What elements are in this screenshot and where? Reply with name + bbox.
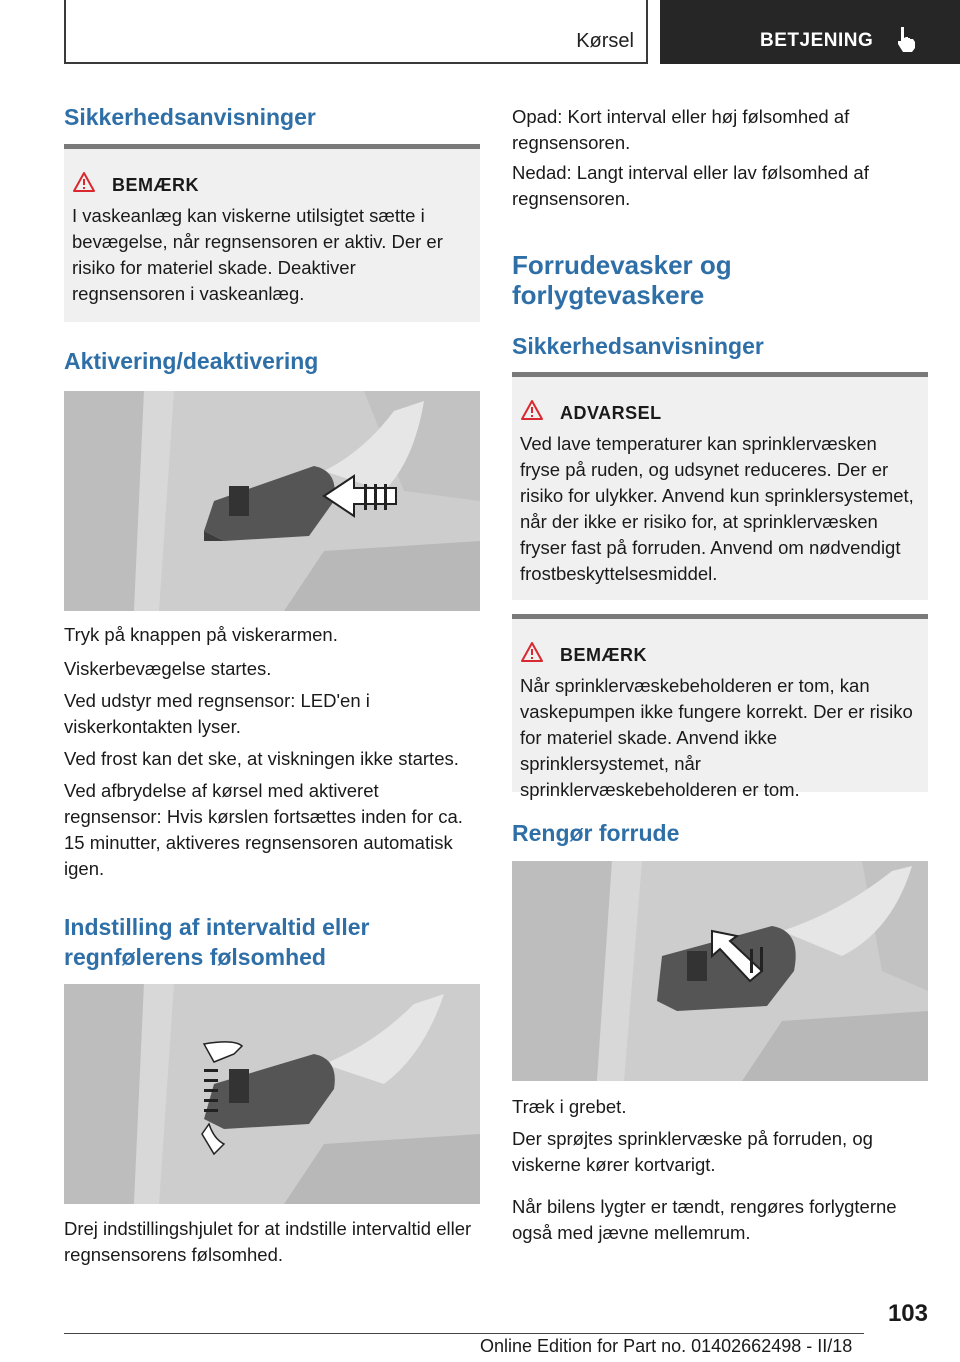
interval-heading: Indstilling af intervaltid eller regnfølerens følsomhed	[64, 914, 370, 970]
activation-paragraph-1: Tryk på knappen på viskerarmen.	[64, 624, 338, 645]
safety-heading-left: Sikkerhedsanvisninger	[64, 104, 316, 130]
wiper-button-illustration	[64, 391, 480, 611]
up-text: Opad: Kort interval eller høj følsomhed af regnsensoren.	[512, 106, 850, 153]
activation-paragraph-3: Ved udstyr med regnsensor: LED'en i viskerkontakten lyser.	[64, 690, 370, 737]
warning-triangle-icon	[72, 171, 96, 193]
note-title-2: BEMÆRK	[560, 645, 647, 665]
warning-triangle-icon	[520, 641, 544, 663]
down-text: Nedad: Langt interval eller lav følsomhed af regnsensoren.	[512, 162, 869, 209]
footer-divider	[64, 1333, 864, 1334]
interval-paragraph: Drej indstillingshjulet for at indstille intervaltid eller regnsensorens følsomhed.	[64, 1218, 472, 1265]
washer-heading: Forrudevasker og forlygtevaskere	[512, 250, 732, 310]
activation-paragraph-5: Ved afbrydelse af kørsel med aktiveret regnsensor: Hvis kørslen fortsættes inden for ca. 15 minutter, aktiveres regnsensoren automatisk igen.	[64, 780, 463, 879]
warning-triangle-icon	[520, 399, 544, 421]
warning-box	[512, 372, 928, 600]
note-body-2: Når sprinklervæskebeholderen er tom, kan vaskepumpen ikke fungere korrekt. Der er risiko for materiel skade. Anvend ikke sprinklersystemet, når sprinklervæskebeholderen er tom.	[520, 675, 913, 800]
activation-paragraph-4: Ved frost kan det ske, at viskningen ikke startes.	[64, 748, 459, 769]
clean-heading: Rengør forrude	[512, 820, 680, 846]
clean-paragraph-2: Der sprøjtes sprinklervæske på forruden, og viskerne kører kortvarigt.	[512, 1128, 873, 1175]
note-box-1	[64, 144, 480, 322]
chapter-tab	[660, 0, 960, 64]
clean-paragraph-1: Træk i grebet.	[512, 1096, 627, 1117]
washer-lever-illustration	[512, 861, 928, 1081]
chapter-tab-label: BETJENING	[760, 30, 874, 51]
note-body-1: I vaskeanlæg kan viskerne utilsigtet sætte i bevægelse, når regnsensoren er aktiv. Der er risiko for materiel skade. Deaktiver regnsensoren i vaskeanlæg.	[72, 205, 443, 304]
page-number: 103	[887, 1300, 928, 1327]
pointing-hand-icon	[892, 24, 922, 54]
clean-paragraph-3: Når bilens lygter er tændt, rengøres forlygterne også med jævne mellemrum.	[512, 1196, 897, 1243]
interval-wheel-illustration	[64, 984, 480, 1204]
note-box-2	[512, 614, 928, 800]
warning-body: Ved lave temperaturer kan sprinklervæsken fryse på ruden, og udsynet reduceres. Der er risiko for ulykker. Anvend kun sprinklersystemet, når der ikke er risiko for, at sprinklervæsken fryser fast på forruden. Anvend om nødvendigt frostbeskyttelsesmiddel.	[520, 433, 914, 584]
section-title: Kørsel	[576, 30, 634, 52]
warning-title: ADVARSEL	[560, 403, 662, 423]
safety-heading-right: Sikkerhedsanvisninger	[512, 333, 764, 359]
note-title-1: BEMÆRK	[112, 175, 199, 195]
activation-heading: Aktivering/deaktivering	[64, 348, 319, 374]
edition-footer: Online Edition for Part no. 01402662498 - II/18	[480, 1336, 853, 1356]
section-header-box	[64, 0, 648, 64]
page-header	[0, 0, 960, 64]
activation-paragraph-2: Viskerbevægelse startes.	[64, 658, 272, 679]
